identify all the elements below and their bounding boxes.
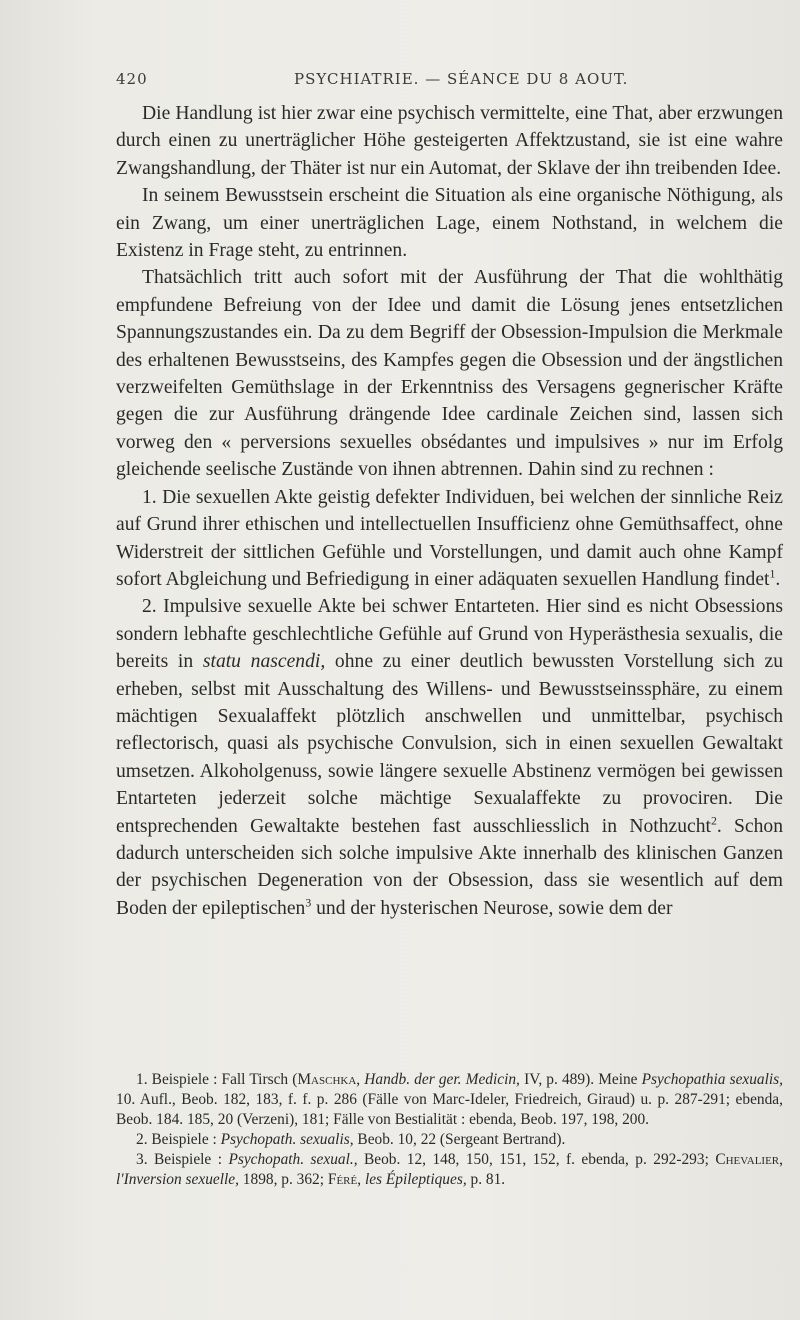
page-number: 420 bbox=[116, 70, 148, 88]
footnote-3-italic-3: les Épileptiques, bbox=[364, 1171, 467, 1188]
paragraph-5-text-a: 2. Impulsive sexuelle Akte bei schwer Entarteten. Hier sind es nicht Obsessions sondern lebhafte geschlechtliche Gefühle auf Grund von Hyperästhesia sexualis, die bereits in bbox=[116, 596, 783, 673]
paragraph-5-italic: statu nascendi, bbox=[202, 651, 326, 673]
paragraph-5 bbox=[116, 593, 783, 922]
footnote-3-author-2: Féré bbox=[327, 1171, 358, 1188]
footnote-2-italic: Psychopath. sexualis, bbox=[220, 1131, 354, 1148]
paragraph-5-text-b: ohne zu einer deutlich bewussten Vorstellung sich zu erheben, selbst mit Ausschaltung des Willens- und Bewusstseinssphäre, zu einem mächtigen Sexualaffekt plötzlich anschwellen und unmittelbar, psychisch reflectorisch, quasi als psychische Convulsion, sich in einen sexuellen Gewaltakt umsetzen. Alkoholgenuss, sowie längere sexuelle Abstinenz vermögen bei gewissen Entarteten jederzeit solche mächtige Sexualaffekte zu provociren. Die entsprechenden Gewaltakte bestehen fast ausschliesslich in Nothzucht bbox=[116, 651, 783, 837]
footnote-ref-1: 1 bbox=[769, 567, 776, 581]
footnote-2-text-a: 2. Beispiele : bbox=[136, 1131, 221, 1148]
footnote-1 bbox=[116, 1070, 783, 1130]
footnote-1-author: Maschka bbox=[297, 1071, 357, 1088]
paragraph-4 bbox=[116, 484, 783, 594]
paragraph-2: In seinem Bewusstsein erscheint die Situation als eine organische Nöthigung, als ein Zwang, um einer unerträglichen Lage, einem Nothstand, in welchem die Existenz in Frage steht, zu entrinnen. bbox=[116, 185, 783, 262]
footnote-3-text-b: Beob. 12, 148, 150, 151, 152, f. ebenda, p. 292-293; bbox=[357, 1151, 716, 1168]
footnote-3-text-e: , bbox=[357, 1171, 365, 1188]
footnote-3-italic-2: l'Inversion sexuelle, bbox=[116, 1171, 239, 1188]
footnote-1-text-d: 10. Aufl., Beob. 182, 183, f. f. p. 286 (Fälle von Marc-Ideler, Friedreich, Giraud) u. p. 287-291; ebenda, Beob. 184. 185, 20 (Verzeni), 181; Fälle von Bestialität : ebenda, Beob. 197, 198, 200. bbox=[116, 1091, 783, 1128]
footnote-ref-3: 3 bbox=[305, 896, 312, 910]
footnote-3-text-a: 3. Beispiele : bbox=[136, 1151, 229, 1168]
running-title: PSYCHIATRIE. — SÉANCE DU 8 AOUT. bbox=[294, 70, 629, 88]
footnote-3-text-f: p. 81. bbox=[466, 1171, 506, 1188]
paragraph-4-text: 1. Die sexuellen Akte geistig defekter Individuen, bei welchen der sinnliche Reiz auf Grund ihrer ethischen und intellectuellen Insufficienz ohne Gemüthsaffect, ohne Widerstreit der sittlichen Gefühle und Vorstellungen, und damit auch ohne Kampf sofort Abgleichung und Befriedigung in einer adäquaten sexuellen Handlung findet bbox=[116, 486, 783, 590]
footnote-1-italic-2: Psychopathia sexualis, bbox=[641, 1071, 784, 1088]
footnote-3-text-c: , bbox=[779, 1151, 784, 1168]
footnote-3-italic-1: Psychopath. sexual., bbox=[228, 1151, 358, 1168]
paragraph-5-text-d: und der hysterischen Neurose, sowie dem der bbox=[311, 897, 673, 919]
footnote-3 bbox=[116, 1150, 783, 1190]
footnote-2 bbox=[116, 1130, 783, 1150]
footnote-1-text-b: , bbox=[356, 1071, 365, 1088]
paragraph-1: Die Handlung ist hier zwar eine psychisch vermittelte, eine That, aber erzwungen durch einen zu unerträglicher Höhe gesteigerten Affektzustand, sie ist eine wahre Zwangshandlung, der Thäter ist nur ein Automat, der Sklave der ihn treibenden Idee. bbox=[116, 103, 783, 179]
body-text bbox=[116, 100, 783, 922]
footnote-1-italic-1: Handb. der ger. Medicin, bbox=[364, 1071, 520, 1088]
footnote-2-text-b: Beob. 10, 22 (Sergeant Bertrand). bbox=[353, 1131, 566, 1148]
footnote-ref-2: 2 bbox=[710, 814, 717, 828]
footnotes bbox=[116, 1070, 783, 1190]
footnote-1-text-a: 1. Beispiele : Fall Tirsch ( bbox=[136, 1071, 298, 1088]
paragraph-3: Thatsächlich tritt auch sofort mit der Ausführung der That die wohlthätig empfundene Befreiung von der Idee und damit die Lösung jenes entsetzlichen Spannungszustandes ein. Da zu dem Begriff der Obsession-Impulsion die Merkmale des erhaltenen Bewusstseins, des Kampfes gegen die Obsession und der ängstlichen verzweifelten Gemüthslage in der Erkenntniss des Versagens gegnerischer Kräfte gegen die zur Ausführung drängende Idee cardinale Zeichen sind, lassen sich vorweg den « perversions sexuelles obsédantes und impulsives » nur im Erfolg gleichende seelische Zustände von ihnen abtrennen. Dahin sind zu rechnen : bbox=[116, 267, 783, 481]
paragraph-5-text-c: . Schon dadurch unterscheiden sich solche impulsive Akte innerhalb des klinischen Ganzen der psychischen Degeneration von der Obsession, dass sie wesentlich auf dem Boden der epileptischen bbox=[116, 815, 783, 919]
footnote-3-author-1: Chevalier bbox=[715, 1151, 780, 1168]
footnote-3-text-d: 1898, p. 362; bbox=[238, 1171, 328, 1188]
paragraph-4-end: . bbox=[775, 568, 781, 590]
footnote-1-text-c: IV, p. 489). Meine bbox=[519, 1071, 642, 1088]
